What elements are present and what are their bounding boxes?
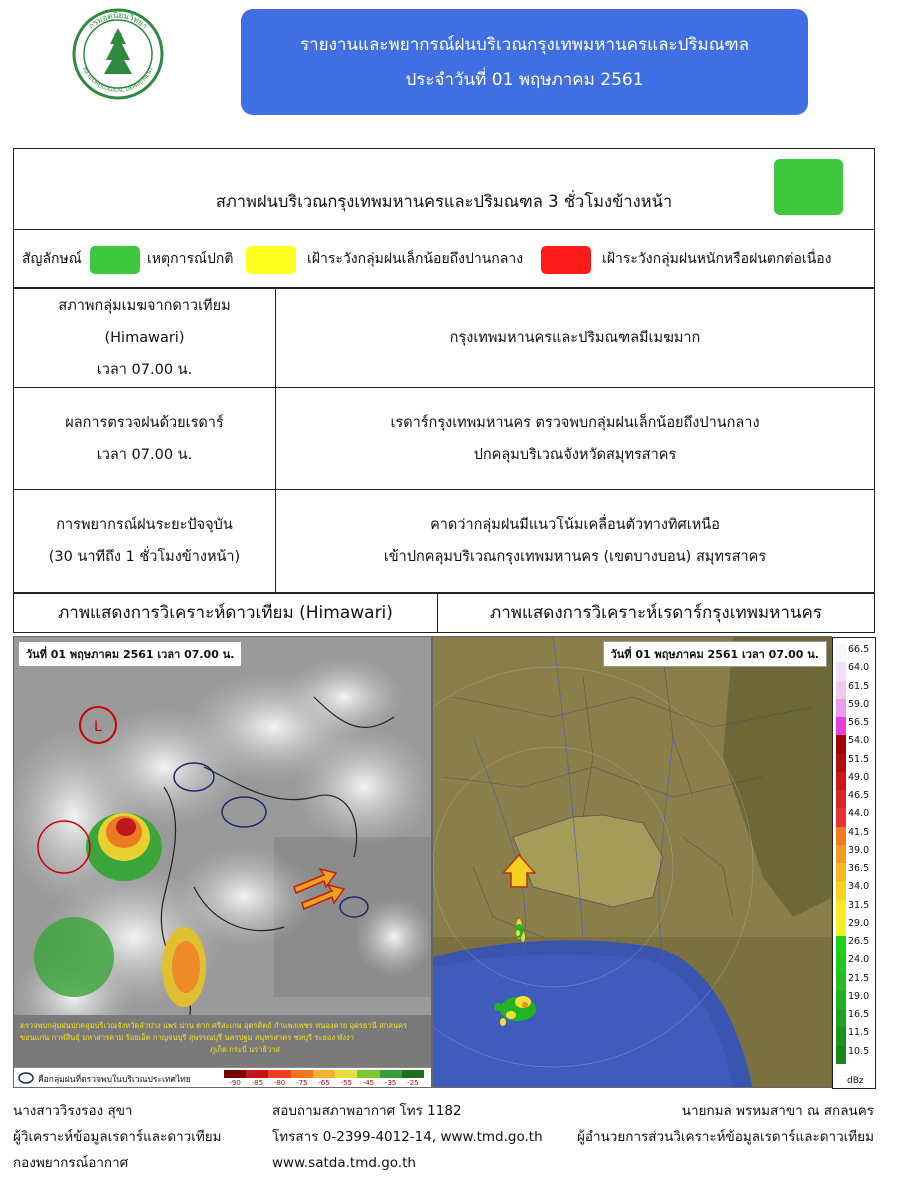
cell-text: สภาพกลุ่มเมฆจากดาวเทียม — [58, 298, 231, 314]
temperature-tick: -25 — [407, 1079, 419, 1087]
dbz-color-segment — [836, 863, 846, 881]
dbz-color-segment — [836, 790, 846, 808]
analyst-division: กองพยากรณ์อากาศ — [13, 1155, 129, 1171]
legend-text-heavy: เฝ้าระวังกลุ่มฝนหนักหรือฝนตกต่อเนื่อง — [602, 251, 832, 267]
dbz-label: 54.0 — [848, 735, 870, 747]
temperature-color-segment — [313, 1070, 335, 1078]
satellite-legend-note: คือกลุ่มฝนที่ตรวจพบในบริเวณประเทศไทย — [38, 1075, 191, 1085]
dbz-label: 56.5 — [848, 717, 870, 728]
meteorological-department-logo — [64, 8, 172, 100]
dbz-color-segment — [836, 881, 846, 899]
dbz-color-segment — [836, 808, 846, 826]
dbz-color-segment — [836, 699, 846, 717]
dbz-label: 51.5 — [848, 753, 870, 765]
temperature-tick: -45 — [362, 1079, 375, 1087]
fax-website[interactable]: โทรสาร 0-2399-4012-14, www.tmd.go.th — [272, 1129, 543, 1145]
director-name: นายกมล พรหมสาขา ณ สกลนคร — [681, 1103, 874, 1119]
nowcast-value-cell — [276, 490, 875, 593]
dbz-label: 10.5 — [848, 1045, 870, 1057]
temperature-color-segment — [380, 1070, 402, 1078]
radar-value-cell — [276, 388, 875, 490]
satellite-row — [14, 289, 875, 388]
temperature-color-segment — [357, 1070, 379, 1078]
cell-text: (30 นาทีถึง 1 ชั่วโมงข้างหน้า) — [48, 549, 241, 565]
cell-text: คาดว่ากลุ่มฝนมีแนวโน้มเคลื่อนตัวทางทิศเหนือ — [430, 517, 720, 533]
dbz-label: 11.5 — [848, 1027, 870, 1039]
dbz-color-bar — [836, 644, 846, 1064]
cell-text: เรดาร์กรุงเทพมหานคร ตรวจพบกลุ่มฝนเล็กน้อยถึงปานกลาง — [390, 414, 760, 431]
dbz-label: 39.0 — [848, 844, 870, 856]
dbz-label: 31.5 — [848, 899, 870, 911]
cell-text: เวลา 07.00 น. — [96, 362, 193, 378]
dbz-color-segment — [836, 827, 846, 845]
temperature-color-segment — [335, 1070, 357, 1078]
cell-text: เข้าปกคลุมบริเวณกรุงเทพมหานคร (เขตบางบอน) สมุทรสาคร — [383, 549, 767, 565]
radar-date-label: วันที่ 01 พฤษภาคม 2561 เวลา 07.00 น. — [603, 641, 827, 667]
dbz-label: 64.0 — [848, 662, 870, 674]
dbz-color-segment — [836, 717, 846, 735]
temperature-color-segment — [402, 1070, 424, 1078]
dbz-label: 46.5 — [848, 790, 870, 801]
temperature-tick: -35 — [384, 1079, 397, 1087]
radar-label-cell — [14, 388, 276, 490]
satellite-date-label: วันที่ 01 พฤษภาคม 2561 เวลา 07.00 น. — [18, 641, 242, 667]
dbz-color-segment — [836, 936, 846, 954]
footer-contact — [272, 1098, 543, 1176]
temperature-tick: -80 — [273, 1079, 286, 1087]
dbz-color-segment — [836, 918, 846, 936]
low-pressure-label: L — [94, 719, 102, 735]
dbz-label: 34.0 — [848, 881, 870, 893]
nowcast-row — [14, 490, 875, 593]
dbz-color-segment — [836, 772, 846, 790]
dbz-label: 66.5 — [848, 644, 870, 655]
dbz-color-segment — [836, 681, 846, 699]
satellite-caption-line: ภูเก็ต กระบี่ นราธิวาส — [210, 1045, 280, 1054]
dbz-color-segment — [836, 754, 846, 772]
legend-text-moderate: เฝ้าระวังกลุ่มฝนเล็กน้อยถึงปานกลาง — [307, 251, 524, 267]
temperature-color-segment — [291, 1070, 313, 1078]
dbz-color-segment — [836, 1027, 846, 1045]
report-date: ประจำวันที่ 01 พฤษภาคม 2561 — [405, 70, 644, 90]
dbz-unit: dBz — [847, 1076, 864, 1086]
dbz-color-segment — [836, 845, 846, 863]
satellite-image-header: ภาพแสดงการวิเคราะห์ดาวเทียม (Himawari) — [13, 593, 438, 633]
satellite-value-cell — [276, 289, 875, 388]
dbz-color-segment — [836, 973, 846, 991]
satellite-caption-line: ขอนแก่น กาฬสินธุ์ มหาสารคาม ร้อยเอ็ด กาญจนบุรี สุพรรณบุรี นครปฐม สมุทรสาคร ชลบุรี ระยอง พังงา — [20, 1033, 354, 1042]
temperature-tick: -65 — [318, 1079, 330, 1087]
satellite-image — [13, 636, 432, 1088]
weather-hotline: สอบถามสภาพอากาศ โทร 1182 — [272, 1103, 462, 1119]
satellite-caption — [20, 1020, 430, 1056]
dbz-label: 44.0 — [848, 808, 870, 820]
satellite-label-cell — [14, 289, 276, 388]
dbz-labels — [848, 641, 876, 1061]
dbz-label: 41.5 — [848, 826, 870, 838]
temperature-tick: -55 — [340, 1079, 352, 1087]
report-title-banner — [241, 9, 808, 115]
dbz-color-segment — [836, 644, 846, 662]
report-title: รายงานและพยากรณ์ฝนบริเวณกรุงเทพมหานครและปริมณฑล — [299, 35, 750, 55]
cell-text: ผลการตรวจฝนด้วยเรดาร์ — [65, 414, 224, 431]
dbz-label: 49.0 — [848, 771, 870, 783]
radar-image — [432, 636, 832, 1088]
satellite-caption-line: ตรวจพบกลุ่มฝนปกคลุมบริเวณจังหวัดลำปาง แพร่ น่าน ตาก ศรีสะเกษ อุตรดิตถ์ กำแพงเพชร หนองคาย อุดรธานี สกลนคร — [20, 1021, 408, 1030]
dbz-label: 24.0 — [848, 954, 870, 966]
dbz-color-segment — [836, 1046, 846, 1064]
logo-org-en: METEOROLOGICAL DEPARTMENT — [80, 66, 156, 95]
rain-status-title: สภาพฝนบริเวณกรุงเทพมหานครและปริมณฑล 3 ชั่วโมงข้างหน้า — [215, 192, 673, 211]
legend-swatch-moderate — [246, 246, 296, 274]
dbz-color-segment — [836, 1009, 846, 1027]
dbz-color-scale — [832, 637, 876, 1089]
footer-director — [577, 1098, 874, 1150]
cell-text: (Himawari) — [104, 330, 185, 346]
temperature-tick: -90 — [229, 1079, 241, 1087]
temperature-ticks — [224, 1079, 424, 1088]
satellite-legend-bar — [14, 1067, 432, 1088]
cell-text: การพยากรณ์ฝนระยะปัจจุบัน — [56, 517, 233, 533]
temperature-color-segment — [224, 1070, 246, 1078]
footer-analyst — [13, 1098, 222, 1176]
radar-map — [433, 637, 832, 1088]
dbz-label: 19.0 — [848, 990, 870, 1002]
legend-swatch-heavy — [541, 246, 591, 274]
radar-row — [14, 388, 875, 490]
temperature-tick: -85 — [251, 1079, 264, 1087]
dbz-label: 26.5 — [848, 936, 870, 947]
analyst-position: ผู้วิเคราะห์ข้อมูลเรดาร์และดาวเทียม — [13, 1129, 222, 1145]
legend-label: สัญลักษณ์ — [22, 251, 82, 267]
dbz-label: 21.5 — [848, 972, 870, 984]
dbz-color-segment — [836, 991, 846, 1009]
dbz-color-segment — [836, 954, 846, 972]
nowcast-label-cell — [14, 490, 276, 593]
satda-website[interactable]: www.satda.tmd.go.th — [272, 1155, 416, 1171]
radar-image-header: ภาพแสดงการวิเคราะห์เรดาร์กรุงเทพมหานคร — [438, 593, 875, 633]
temperature-color-bar — [224, 1070, 424, 1078]
cell-text: กรุงเทพมหานครและปริมณฑลมีเมฆมาก — [449, 330, 701, 346]
rain-info-table — [13, 288, 875, 593]
cell-text: ปกคลุมบริเวณจังหวัดสมุทรสาคร — [473, 446, 677, 463]
logo-org-thai: กรมอุตุนิยมวิทยา — [86, 10, 150, 31]
dbz-label: 16.5 — [848, 1009, 870, 1020]
director-position: ผู้อำนวยการส่วนวิเคราะห์ข้อมูลเรดาร์และดาวเทียม — [576, 1129, 874, 1145]
rain-status-box — [13, 148, 875, 230]
temperature-color-segment — [268, 1070, 290, 1078]
dbz-color-segment — [836, 662, 846, 680]
cloud-outline-icon — [18, 1072, 34, 1084]
dbz-color-segment — [836, 735, 846, 753]
dbz-label: 36.5 — [848, 863, 870, 874]
dbz-label: 59.0 — [848, 698, 870, 710]
dbz-label: 29.0 — [848, 917, 870, 929]
dbz-color-segment — [836, 900, 846, 918]
legend-text-normal: เหตุการณ์ปกติ — [147, 251, 234, 267]
dbz-label: 61.5 — [848, 680, 870, 692]
analyst-name: นางสาววิรงรอง สุขา — [13, 1103, 133, 1119]
temperature-tick: -75 — [296, 1079, 308, 1087]
legend-swatch-normal — [90, 246, 140, 274]
cell-text: เวลา 07.00 น. — [96, 446, 193, 463]
temperature-color-segment — [246, 1070, 268, 1078]
rain-status-indicator — [774, 159, 843, 215]
symbol-legend — [13, 230, 875, 288]
